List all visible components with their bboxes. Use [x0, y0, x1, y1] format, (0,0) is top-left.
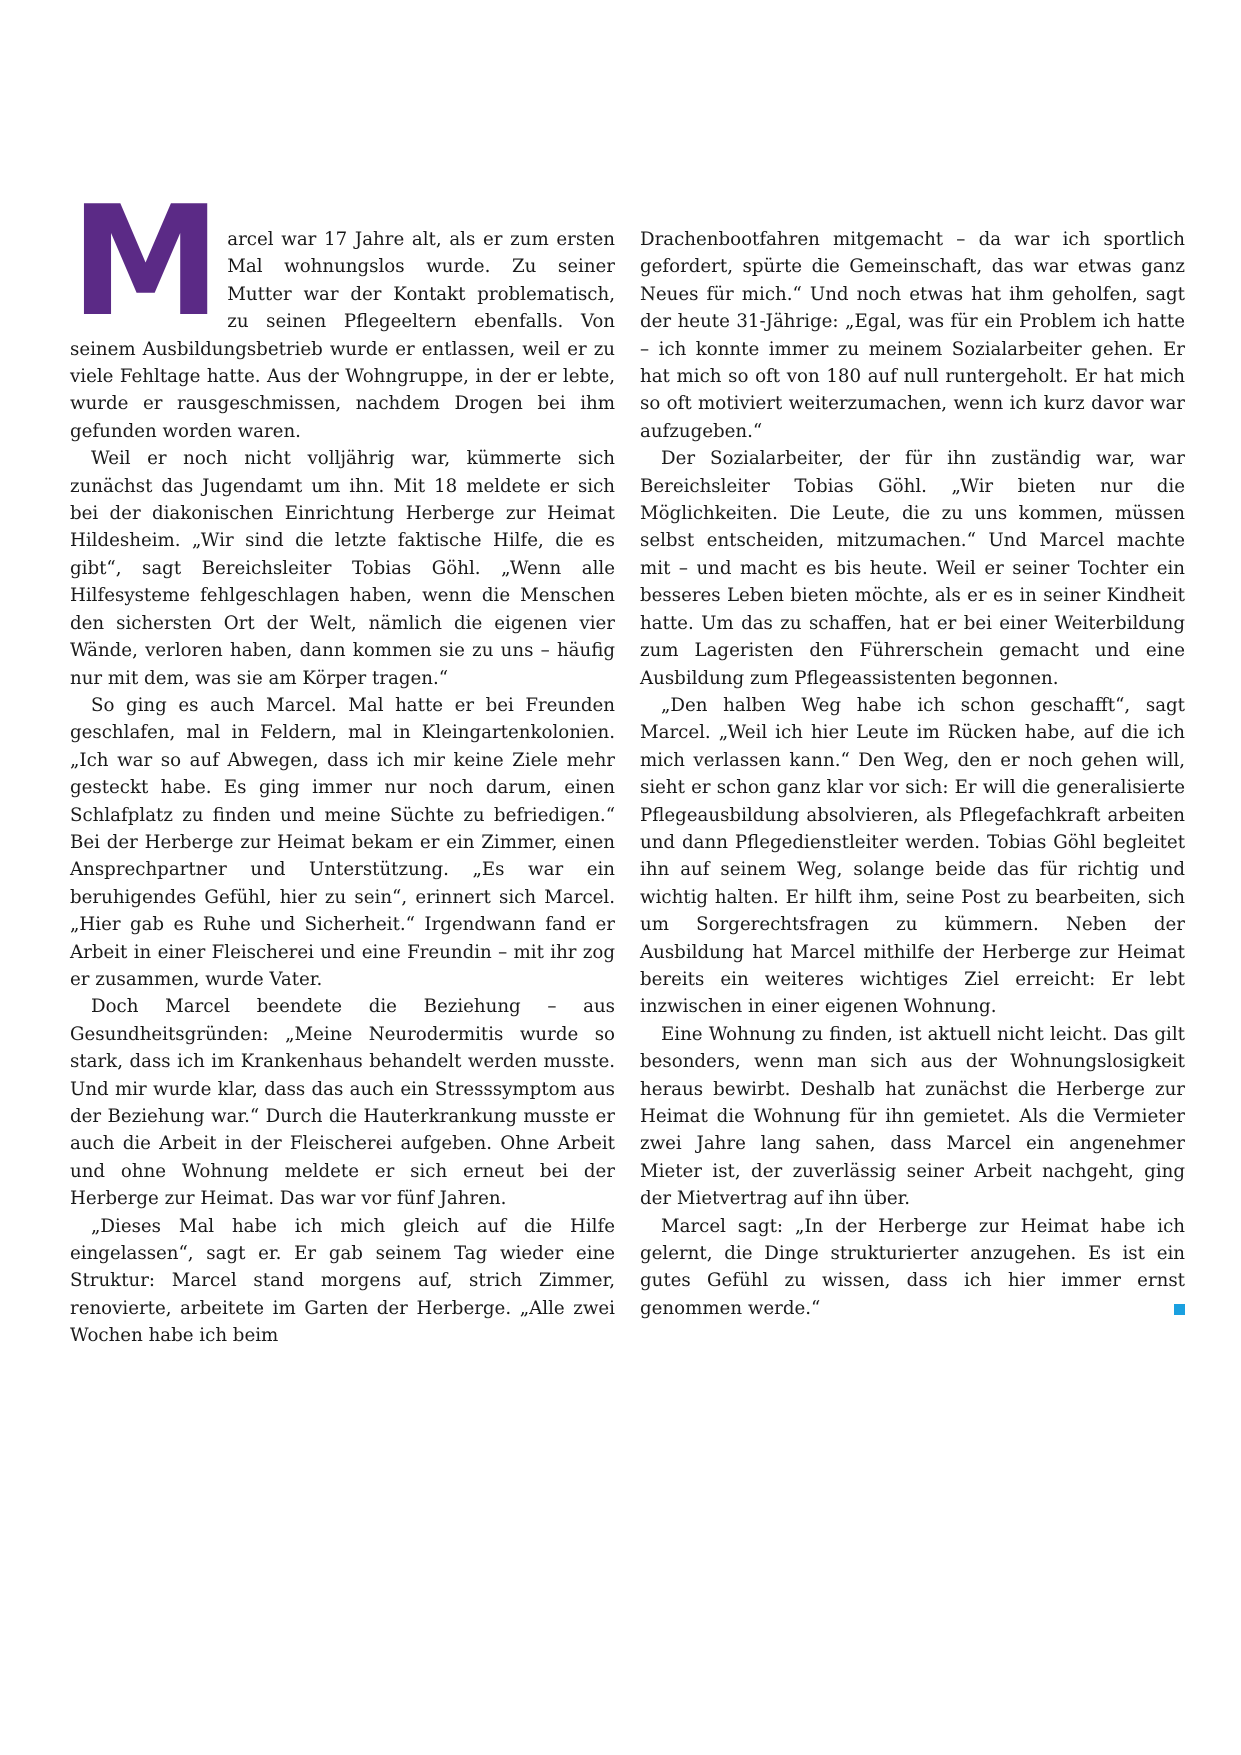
- paragraph-2: Weil er noch nicht volljährig war, kümmerte sich zunächst das Jugendamt um ihn. Mit 18 meldete er sich bei der diakonischen Einrichtung Herberge zur Heimat Hildesheim. „Wir sind die letzte faktische Hilfe, die es gibt“, sagt Bereichsleiter Tobias Göhl. „Wenn alle Hilfesysteme fehlgeschlagen haben, wenn die Menschen den sichersten Ort der Welt, nämlich die eigenen vier Wände, verloren haben, dann kommen sie zu uns – häufig nur mit dem, was sie am Körper tragen.“: [70, 448, 615, 689]
- paragraph-9: Eine Wohnung zu finden, ist aktuell nicht leicht. Das gilt besonders, wenn man sich aus der Wohnungslosigkeit heraus bewirbt. Deshalb hat zunächst die Herberge zur Heimat die Wohnung für ihn gemietet. Als die Vermieter zwei Jahre lang sahen, dass Marcel ein angenehmer Mieter ist, der zuverlässig seiner Arbeit nachgeht, ging der Mietvertrag auf ihn über.: [640, 1023, 1185, 1210]
- drop-cap: M: [70, 173, 218, 350]
- paragraph-1: [70, 173, 615, 445]
- paragraph-10: [640, 1213, 1185, 1323]
- left-column: [70, 173, 615, 1350]
- paragraph-1-text: arcel war 17 Jahre alt, als er zum ersten Mal wohnungslos wurde. Zu seiner Mutter war der Kontakt problematisch, zu seinen Pflegeeltern ebenfalls. Von seinem Ausbildungsbetrieb wurde er entlassen, weil er zu viele Fehltage hatte. Aus der Wohngruppe, in der er lebte, wurde er rausgeschmissen, nachdem Drogen bei ihm gefunden worden waren.: [70, 229, 615, 442]
- paragraph-10-text: Marcel sagt: „In der Herberge zur Heimat habe ich gelernt, die Dinge strukturierter anzugehen. Es ist ein gutes Gefühl zu wissen, dass ich hier immer ernst genommen werde.“: [640, 1215, 1185, 1319]
- end-of-article-icon: [1174, 1304, 1185, 1315]
- paragraph-5: „Dieses Mal habe ich mich gleich auf die Hilfe eingelassen“, sagt er. Er gab seinem Tag wieder eine Struktur: Marcel stand morgens auf, strich Zimmer, renovierte, arbeitete im Garten der Herberge. „Alle zwei Wochen habe ich beim: [70, 1215, 615, 1347]
- paragraph-7: Der Sozialarbeiter, der für ihn zuständig war, war Bereichsleiter Tobias Göhl. „Wir bieten nur die Möglichkeiten. Die Leute, die zu uns kommen, müssen selbst entscheiden, mitzumachen.“ Und Marcel machte mit – und macht es bis heute. Weil er seiner Tochter ein besseres Leben bieten möchte, als er es in seiner Kindheit hatte. Um das zu schaffen, hat er bei einer Weiterbildung zum Lageristen den Führerschein gemacht und eine Ausbildung zum Pflegeassistenten begonnen.: [640, 448, 1185, 689]
- paragraph-8: „Den halben Weg habe ich schon geschafft“, sagt Marcel. „Weil ich hier Leute im Rücken habe, auf die ich mich verlassen kann.“ Den Weg, den er noch gehen will, sieht er schon ganz klar vor sich: Er will die generalisierte Pflegeausbildung absolvieren, als Pflegefachkraft arbeiten und dann Pflegedienstleiter werden. Tobias Göhl begleitet ihn auf seinem Weg, solange beide das für richtig und wichtig halten. Er hilft ihm, seine Post zu bearbeiten, sich um Sorgerechtsfragen zu kümmern. Neben der Ausbildung hat Marcel mithilfe der Herberge zur Heimat bereits ein weiteres wichtiges Ziel erreicht: Er lebt inzwischen in einer eigenen Wohnung.: [640, 694, 1185, 1018]
- paragraph-6: Drachenbootfahren mitgemacht – da war ich sportlich gefordert, spürte die Gemeinschaft, das war etwas ganz Neues für mich.“ Und noch etwas hat ihm geholfen, sagt der heute 31-Jährige: „Egal, was für ein Problem ich hatte – ich konnte immer zu meinem Sozialarbeiter gehen. Er hat mich so oft von 180 auf null runtergeholt. Er hat mich so oft motiviert weiterzumachen, wenn ich kurz davor war aufzugeben.“: [640, 229, 1185, 442]
- right-column: [640, 226, 1185, 1322]
- paragraph-3: So ging es auch Marcel. Mal hatte er bei Freunden geschlafen, mal in Feldern, mal in Kleingartenkolonien. „Ich war so auf Abwegen, dass ich mir keine Ziele mehr gesteckt habe. Es ging immer nur noch darum, einen Schlafplatz zu finden und meine Süchte zu befriedigen.“ Bei der Herberge zur Heimat bekam er ein Zimmer, einen Ansprechpartner und Unterstützung. „Es war ein beruhigendes Gefühl, hier zu sein“, erinnert sich Marcel. „Hier gab es Ruhe und Sicherheit.“ Irgendwann fand er Arbeit in einer Fleischerei und eine Freundin – mit ihr zog er zusammen, wurde Vater.: [70, 694, 615, 990]
- paragraph-4: Doch Marcel beendete die Beziehung – aus Gesundheitsgründen: „Meine Neurodermitis wurde so stark, dass ich im Krankenhaus behandelt werden musste. Und mir wurde klar, dass das auch ein Stresssymptom aus der Beziehung war.“ Durch die Hauterkrankung musste er auch die Arbeit in der Fleischerei aufgeben. Ohne Arbeit und ohne Wohnung meldete er sich erneut bei der Herberge zur Heimat. Das war vor fünf Jahren.: [70, 996, 615, 1210]
